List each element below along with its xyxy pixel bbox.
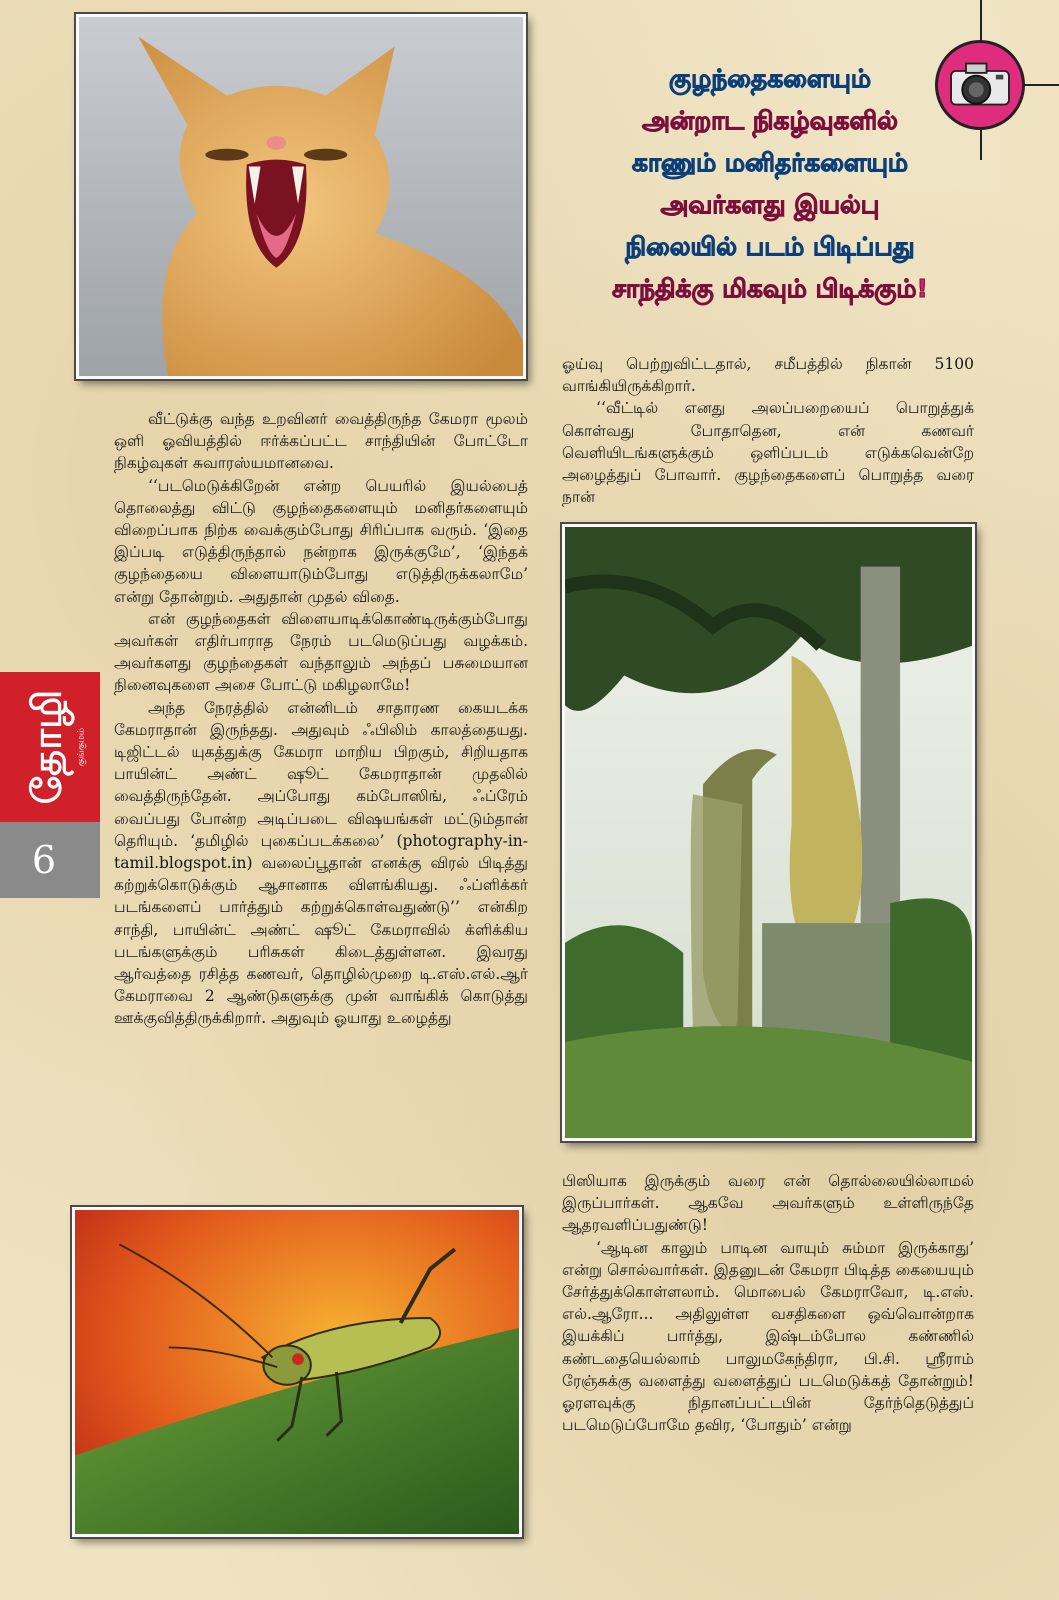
- headline-line-2: அன்றாட நிகழ்வுகளில்: [642, 106, 898, 135]
- right-column-bottom-text: [562, 1170, 974, 1436]
- paragraph: ‘ஆடின காலும் பாடின வாயும் சும்மா இருக்காது’ என்று சொல்வார்கள். இதனுடன் கேமரா பிடித்த கையையும் சேர்த்துக்கொள்ளலாம். மொபைல் கேமராவோ, டி.எஸ். எல்.ஆரோ... அதிலுள்ள வசதிகளை ஒவ்வொன்றாக இயக்கிப் பார்த்து, இஷ்டம்போல கண்ணில் கண்டதையெல்லாம் பாலுமகேந்திரா, பி.சி. ஸ்ரீராம் ரேஞ்சுக்கு வளைத்து வளைத்துப் படமெடுக்கத் தோன்றும்! ஓரளவுக்கு நிதானப்பட்டபின் தேர்ந்தெடுத்துப் படமெடுப்போமே தவிர, ‘போதும்’ என்று: [562, 1238, 974, 1435]
- paragraph: ஓய்வு பெற்றுவிட்டதால், சமீபத்தில் நிகான் 5100 வாங்கியிருக்கிறார்.: [562, 355, 974, 396]
- headline-line-4: அவர்களது இயல்பு: [660, 190, 880, 219]
- paragraph: ‘‘வீட்டில் எனது அலப்பறையைப் பொறுத்துக் கொள்வது போதாதென, என் கணவர் வெளியிடங்களுக்கும் ஒளிப்படம் எடுக்கவென்றே அழைத்துப் போவார். குழந்தைகளைப் பொறுத்த வரை நான்: [562, 399, 974, 507]
- headline-line-3: காணும் மனிதர்களையும்: [631, 148, 909, 177]
- right-column-top-text: [562, 353, 974, 508]
- paragraph: வீட்டுக்கு வந்த உறவினர் வைத்திருந்த கேமரா மூலம் ஒளி ஓவியத்தில் ஈர்க்கப்பட்ட சாந்தியின் போட்டோ நிகழ்வுகள் சுவாரஸ்யமானவை.: [114, 410, 528, 473]
- grasshopper-photo: [72, 1207, 522, 1537]
- paragraph: ‘‘படமெடுக்கிறேன் என்ற பெயரில் இயல்பைத் தொலைத்து விட்டு குழந்தைகளையும் மனிதர்களையும் விறைப்பாக நிற்க வைக்கும்போது சிரிப்பாக வரும். ‘இதை இப்படி எடுத்திருந்தால் நன்றாக இருக்குமே’, ‘இந்தக் குழந்தையை விளையாடும்போது எடுத்திருக்கலாமே’ என்று தோன்றும். அதுதான் முதல் விதை.: [114, 476, 528, 606]
- cat-photo: [76, 14, 526, 379]
- paragraph: அந்த நேரத்தில் என்னிடம் சாதாரண கையடக்க கேமராதான் இருந்தது. அதுவும் ஃபிலிம் காலத்தையது. டிஜிட்டல் யுகத்துக்கு கேமரா மாறிய பிறகும், சிறியதாக பாயின்ட் அண்ட் ஷூட் கேமராதான் முதலில் வைத்திருந்தேன். அப்போது கம்போஸிங், ஃப்ரேம் வைப்பது போன்ற அடிப்படை விஷயங்கள் மட்டும்தான் தெரியும். ‘தமிழில் புகைப்படக்கலை’ (photography-in-tamil.blogspot.in) வலைப்பூதான் எனக்கு விரல் பிடித்து கற்றுக்கொடுக்கும் ஆசானாக விளங்கியது. ஃப்ளிக்கர் படங்களைப் பார்த்தும் கற்றுக்கொள்வதுண்டு’’ என்கிற சாந்தி, பாயின்ட் அண்ட் ஷூட் கேமராவில் க்ளிக்கிய படங்களுக்கும் பரிசுகள் கிடைத்துள்ளன. இவரது ஆர்வத்தை ரசித்த கணவர், தொழில்முறை டி.எஸ்.எல்.ஆர் கேமராவை 2 ஆண்டுகளுக்கு முன் வாங்கிக் கொடுத்து ஊக்குவித்திருக்கிறார். அதுவும் ஓயாது உழைத்து: [114, 698, 528, 1028]
- pull-quote-headline: [560, 60, 980, 312]
- grasshopper-image: [75, 1210, 519, 1534]
- paragraph: பிஸியாக இருக்கும் வரை என் தொல்லையில்லாமல் இருப்பார்கள். ஆகவே அவர்களும் உள்ளிருந்தே ஆதரவளிப்பதுண்டு!: [562, 1172, 974, 1235]
- page-number: 6: [31, 838, 57, 882]
- magazine-small-label: குங்குமம்: [76, 727, 87, 767]
- headline-line-5: நிலையில் படம் பிடிப்பது: [625, 232, 915, 261]
- left-column-text: [114, 408, 528, 1030]
- magazine-name: தோழி: [24, 689, 71, 805]
- headline-line-6: சாந்திக்கு மிகவும் பிடிக்கும்!: [612, 274, 928, 303]
- page-number-tab: [0, 822, 100, 898]
- headline-line-1: குழந்தைகளையும்: [669, 64, 871, 93]
- paragraph: என் குழந்தைகள் விளையாடிக்கொண்டிருக்கும்போது அவர்கள் எதிர்பாராத நேரம் படமெடுப்பது வழக்கம். அவர்களது குழந்தைகள் வந்தாலும் அந்தப் பசுமையான நினைவுகளை அசை போட்டு மகிழலாமே!: [114, 609, 528, 695]
- palm-photo: [562, 524, 975, 1141]
- magazine-side-tab: [0, 672, 100, 822]
- yawning-cat-image: [79, 17, 523, 376]
- palm-tree-flower-image: [565, 527, 972, 1138]
